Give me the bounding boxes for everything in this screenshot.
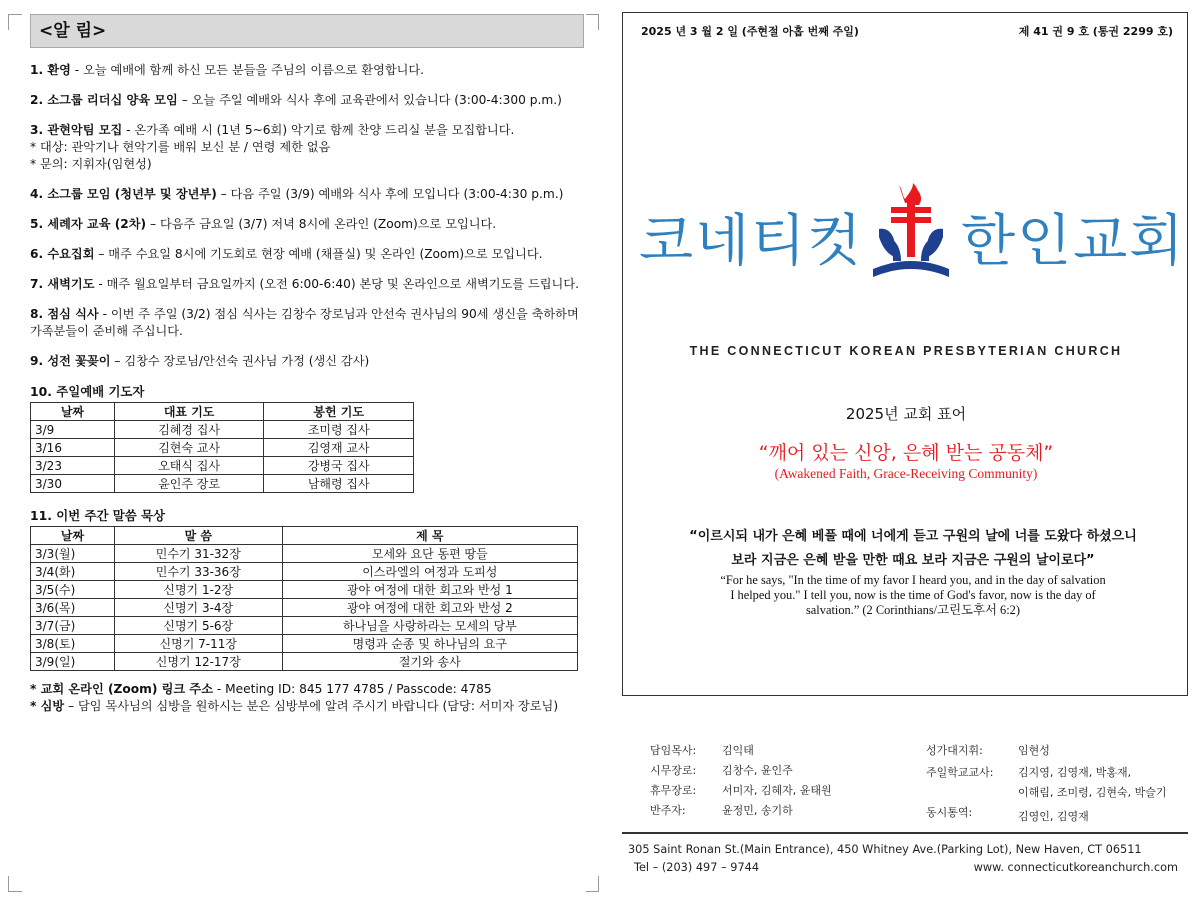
table-row (31, 635, 578, 653)
announcement-item: 9. 성전 꽃꽂이 – 김창수 장로님/안선숙 권사님 가정 (생신 감사) (30, 354, 370, 368)
announcement-item: 8. 점심 식사 - 이번 주 주일 (3/2) 점심 식사는 김창수 장로님과 안선숙 권사님의 90세 생신을 축하하며 가족분들이 준비해 주십니다. (30, 307, 579, 338)
crop-mark (8, 876, 9, 892)
motto-title: 2025년 교회 표어 (845, 405, 967, 423)
church-english-name: THE CONNECTICUT KOREAN PRESBYTERIAN CHURCH (689, 344, 1123, 358)
logo-text-left: 코네티컷 (639, 209, 864, 274)
staff-names: 김창수, 윤인주 (722, 764, 793, 777)
announcement-item: 6. 수요집회 – 매주 수요일 8시에 기도회로 현장 예배 (채플실) 및 온라인 (Zoom)으로 모입니다. (30, 247, 543, 261)
table-cell: 절기와 송사 (282, 653, 577, 671)
announcement-title: 환영 (47, 63, 71, 77)
announcement-title: 점심 식사 (47, 307, 99, 321)
table-cell: 김혜경 집사 (114, 421, 264, 439)
staff-names: 김익태 (722, 744, 754, 757)
crop-mark (8, 14, 9, 30)
announcement-title: 관현악팀 모집 (47, 123, 123, 137)
table-cell: 3/23 (31, 457, 115, 475)
table-cell: 모세와 요단 동편 땅들 (282, 545, 577, 563)
staff-list (650, 740, 1190, 830)
crop-mark (586, 891, 599, 892)
staff-names: 임현성 (1018, 744, 1050, 757)
prayer-table (30, 402, 414, 493)
prayer-header: 봉헌 기도 (264, 403, 414, 421)
announcements-page (30, 14, 590, 715)
announcement-text: - 매주 월요일부터 금요일까지 (오전 6:00-6:40) 본당 및 온라인으로 새벽기도를 드립니다. (94, 277, 579, 291)
table-cell: 3/9 (31, 421, 115, 439)
meditation-table (30, 526, 578, 671)
announcement-item: 1. 환영 - 오늘 예배에 함께 하신 모든 분들을 주님의 이름으로 환영합니다. (30, 63, 425, 77)
announcement-text: - 오늘 예배에 함께 하신 모든 분들을 주님의 이름으로 환영합니다. (70, 63, 425, 77)
table-cell: 신명기 12-17장 (114, 653, 282, 671)
meditation-header: 날짜 (31, 527, 115, 545)
table-cell: 3/9(일) (31, 653, 115, 671)
table-cell: 3/16 (31, 439, 115, 457)
announcement-text: - 이번 주 주일 (3/2) 점심 식사는 김창수 장로님과 안선숙 권사님의 90세 생신을 축하하며 가족분들이 준비해 주십니다. (30, 307, 579, 338)
table-cell: 윤인주 장로 (114, 475, 264, 493)
bulletin-cover (622, 12, 1188, 696)
table-cell: 3/6(목) (31, 599, 115, 617)
table-cell: 신명기 7-11장 (114, 635, 282, 653)
bulletin-date: 2025 년 3 월 2 일 (주현절 아홉 번째 주일) (641, 25, 859, 38)
staff-label: 휴무장로: (650, 784, 697, 797)
staff-label: 성가대지휘: (926, 744, 983, 757)
prayer-table-title: 10. 주일예배 기도자 (30, 384, 145, 399)
table-cell: 오태식 집사 (114, 457, 264, 475)
church-phone: Tel – (203) 497 – 9744 (634, 861, 760, 874)
table-cell: 강병국 집사 (264, 457, 414, 475)
table-row (31, 581, 578, 599)
announcement-item: 2. 소그룹 리더십 양육 모임 – 오늘 주일 예배와 식사 후에 교육관에서 있습니다 (3:00-4:300 p.m.) (30, 93, 562, 107)
table-row (31, 421, 414, 439)
staff-names: 이해림, 조미령, 김현숙, 박슬기 (1018, 786, 1167, 799)
announcement-item: 4. 소그룹 모임 (청년부 및 장년부) – 다음 주일 (3/9) 예배와 식사 후에 모입니다 (3:00-4:30 p.m.) (30, 187, 564, 201)
table-cell: 신명기 5-6장 (114, 617, 282, 635)
table-row (31, 439, 414, 457)
staff-label: 반주자: (650, 804, 686, 817)
footnotes (30, 681, 590, 715)
announcement-title: 세례자 교육 (2차) (47, 217, 147, 231)
table-cell: 광야 여정에 대한 회고와 반성 1 (282, 581, 577, 599)
table-cell: 3/4(화) (31, 563, 115, 581)
table-cell: 신명기 3-4장 (114, 599, 282, 617)
church-logo (623, 181, 1189, 291)
staff-label: 동시통역: (926, 806, 973, 819)
announcement-title: 새벽기도 (47, 277, 95, 291)
staff-names: 윤정민, 송기하 (722, 804, 793, 817)
motto-english: (Awakened Faith, Grace-Receiving Community) (774, 466, 1038, 481)
announcement-title: 수요집회 (47, 247, 95, 261)
verse-korean: “이르시되 내가 은혜 베풀 때에 너에게 듣고 구원의 날에 너를 도왔다 하셨으니 보라 지금은 은혜 받을 만한 때요 보라 지금은 구원의 날이로다” (689, 529, 1137, 568)
announcement-text: – 매주 수요일 8시에 기도회로 현장 예배 (채플실) 및 온라인 (Zoom)으로 모입니다. (94, 247, 543, 261)
table-cell: 김현숙 교사 (114, 439, 264, 457)
table-row (31, 475, 414, 493)
staff-label: 주일학교교사: (926, 766, 994, 779)
church-address: 305 Saint Ronan St.(Main Entrance), 450 Whitney Ave.(Parking Lot), New Haven, CT 06511 (628, 843, 1142, 856)
motto-korean: “깨어 있는 신앙, 은혜 받는 공동체” (758, 442, 1054, 464)
announcement-title: 소그룹 리더십 양육 모임 (47, 93, 178, 107)
announcement-text: – 김창수 장로님/안선숙 권사님 가정 (생신 감사) (110, 354, 370, 368)
table-cell: 광야 여정에 대한 회고와 반성 2 (282, 599, 577, 617)
table-cell: 3/5(수) (31, 581, 115, 599)
prayer-header: 날짜 (31, 403, 115, 421)
church-website: www. connecticutkoreanchurch.com (973, 861, 1178, 874)
table-row (31, 653, 578, 671)
announcement-list (30, 62, 590, 715)
announcement-text: – 다음주 금요일 (3/7) 저녁 8시에 온라인 (Zoom)으로 모입니다. (146, 217, 497, 231)
table-cell: 조미령 집사 (264, 421, 414, 439)
announcement-item: 3. 관현악팀 모집 - 온가족 예배 시 (1년 5~6회) 악기로 함께 찬양 드리실 분을 모집합니다. * 대상: 관악기나 현악기를 배워 보신 분 / 연령 제한 없음 * 문의: 지휘자(임현성) (30, 122, 590, 173)
table-row (31, 563, 578, 581)
table-row (31, 457, 414, 475)
staff-label: 담임목사: (650, 744, 697, 757)
announcement-item: 5. 세례자 교육 (2차) – 다음주 금요일 (3/7) 저녁 8시에 온라인 (Zoom)으로 모입니다. (30, 217, 497, 231)
crop-mark (8, 14, 22, 15)
table-cell: 명령과 순종 및 하나님의 요구 (282, 635, 577, 653)
announcement-item: 7. 새벽기도 - 매주 월요일부터 금요일까지 (오전 6:00-6:40) 본당 및 온라인으로 새벽기도를 드립니다. (30, 277, 579, 291)
announcement-detail: * 대상: 관악기나 현악기를 배워 보신 분 / 연령 제한 없음 (30, 140, 331, 154)
announcement-text: - 온가족 예배 시 (1년 5~6회) 악기로 함께 찬양 드리실 분을 모집합니다. (122, 123, 515, 137)
table-row (31, 545, 578, 563)
announcement-text: – 오늘 주일 예배와 식사 후에 교육관에서 있습니다 (3:00-4:300 p.m.) (177, 93, 562, 107)
table-cell: 하나님을 사랑하라는 모세의 당부 (282, 617, 577, 635)
announcement-title: 소그룹 모임 (청년부 및 장년부) (47, 187, 217, 201)
verse-english: “For he says, "In the time of my favor I heard you, and in the day of salvation I helped you." I tell you, now is the time of God's favor, now is the day of salvation.” (2 Corinthians/고린도후서 6:2) (720, 573, 1106, 617)
announcement-title: 성전 꽃꽂이 (47, 354, 111, 368)
table-cell: 남해령 집사 (264, 475, 414, 493)
announcement-detail: * 문의: 지휘자(임현성) (30, 157, 152, 171)
announcements-header: <알 림> (30, 14, 584, 48)
online-link-note: * 교회 온라인 (Zoom) 링크 주소 - Meeting ID: 845 177 4785 / Passcode: 4785 (30, 682, 492, 696)
table-cell: 3/8(토) (31, 635, 115, 653)
table-cell: 신명기 1-2장 (114, 581, 282, 599)
staff-names: 김지영, 김영재, 박홍재, (1018, 766, 1132, 779)
table-cell: 민수기 31-32장 (114, 545, 282, 563)
table-row (31, 617, 578, 635)
bulletin-issue: 제 41 권 9 호 (통권 2299 호) (1018, 25, 1173, 38)
logo-text-right: 한인교회 (961, 209, 1186, 274)
table-cell: 3/30 (31, 475, 115, 493)
cross-flame-icon (869, 181, 953, 281)
prayer-header: 대표 기도 (114, 403, 264, 421)
table-cell: 3/3(월) (31, 545, 115, 563)
staff-label: 시무장로: (650, 764, 697, 777)
crop-mark (598, 14, 599, 30)
meditation-header: 말 씀 (114, 527, 282, 545)
table-cell: 김영재 교사 (264, 439, 414, 457)
table-cell: 3/7(금) (31, 617, 115, 635)
staff-names: 서미자, 김혜자, 윤태원 (722, 784, 832, 797)
crop-mark (8, 891, 22, 892)
announcement-text: – 다음 주일 (3/9) 예배와 식사 후에 모입니다 (3:00-4:30 p.m.) (216, 187, 564, 201)
meditation-table-title: 11. 이번 주간 말씀 묵상 (30, 508, 165, 523)
table-cell: 이스라엘의 여정과 도피성 (282, 563, 577, 581)
table-row (31, 599, 578, 617)
visitation-note: * 심방 – 담임 목사님의 심방을 원하시는 분은 심방부에 알려 주시기 바랍니다 (담당: 서미자 장로님) (30, 699, 559, 713)
crop-mark (598, 876, 599, 892)
table-cell: 민수기 33-36장 (114, 563, 282, 581)
footer-divider (622, 832, 1188, 834)
staff-names: 김영인, 김영재 (1018, 810, 1089, 823)
meditation-header: 제 목 (282, 527, 577, 545)
